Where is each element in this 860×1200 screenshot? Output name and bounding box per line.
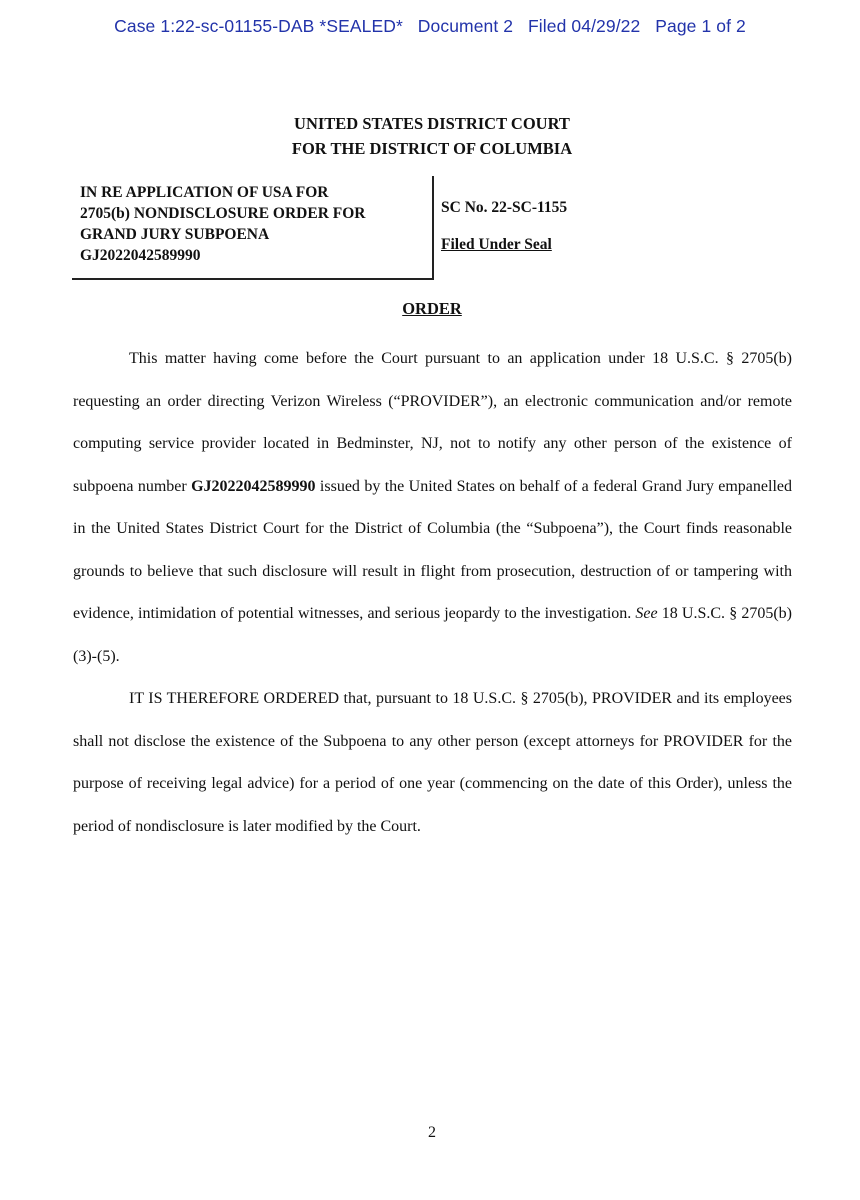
caption-line: GJ2022042589990 bbox=[80, 247, 201, 264]
ordering-paragraph: IT IS THEREFORE ORDERED that, pursuant to 18 U.S.C. § 2705(b), PROVIDER and its employees shall not disclose the existence of the Subpoena to any other person (except attorneys for PROVIDER for the purpose of receiving legal advice) for a period of one year (commencing on the date of this Order), unless the period of nondisclosure is later modified by the Court. bbox=[73, 690, 792, 835]
see-signal: See bbox=[635, 605, 658, 622]
order-heading: ORDER bbox=[402, 299, 462, 318]
seal-label: Filed Under Seal bbox=[441, 236, 552, 253]
case-number: SC No. 22-SC-1155 bbox=[441, 199, 568, 216]
subpoena-number: GJ2022042589990 bbox=[191, 477, 316, 495]
caption-matter bbox=[80, 182, 432, 266]
caption-horizontal-rule bbox=[72, 278, 434, 280]
caption-line: 2705(b) NONDISCLOSURE ORDER FOR bbox=[80, 205, 366, 222]
order-body bbox=[73, 338, 792, 848]
caption-line: GRAND JURY SUBPOENA bbox=[80, 226, 270, 243]
page-number: 2 bbox=[428, 1124, 436, 1141]
findings-text-part3: 18 U.S.C. § 2705(b)(3)-(5). bbox=[73, 605, 793, 665]
court-title-line1: UNITED STATES DISTRICT COURT bbox=[294, 114, 570, 133]
findings-paragraph bbox=[73, 338, 792, 678]
findings-text-part2: issued by the United States on behalf of a federal Grand Jury empanelled in the United States District Court for the District of Columbia (the “Subpoena”), the Court finds reasonable grounds to believe that such disclosure will result in flight from prosecution, destruction of or tampering with evidence, intimidation of potential witnesses, and serious jeopardy to the investigation. bbox=[73, 477, 793, 622]
court-title-line2: FOR THE DISTRICT OF COLUMBIA bbox=[291, 139, 573, 158]
findings-text-part1: This matter having come before the Court pursuant to an application under 18 U.S.C. § 2705(b) requesting an order directing Verizon Wireless (“PROVIDER”), an electronic communication and/or remote computing service provider located in Bedminster, NJ, not to notify any other person of the existence of subpoena number bbox=[73, 350, 792, 495]
court-title bbox=[0, 111, 860, 161]
caption-vertical-rule bbox=[432, 176, 434, 278]
ecf-header-stamp: Case 1:22-sc-01155-DAB *SEALED* Document 2 Filed 04/29/22 Page 1 of 2 bbox=[114, 16, 746, 36]
caption-line: IN RE APPLICATION OF USA FOR bbox=[80, 184, 329, 201]
case-caption bbox=[72, 176, 792, 282]
caption-case-info bbox=[441, 198, 567, 254]
